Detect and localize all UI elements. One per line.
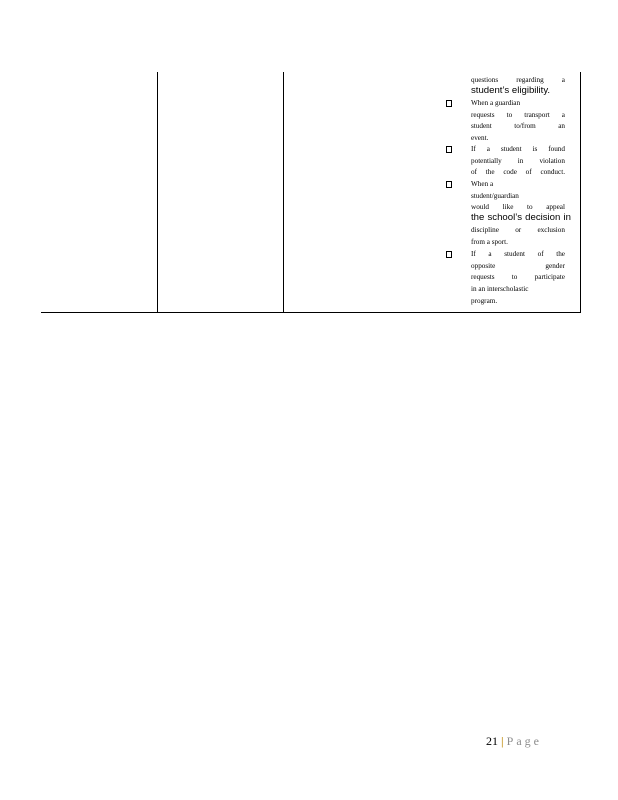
table-bottom-border xyxy=(41,312,581,313)
cell-text-line: from a sport. xyxy=(471,238,508,246)
cell-text-line: opposite gender xyxy=(471,262,565,270)
cell-text-line: If a student is found xyxy=(471,145,565,153)
cell-text-line: the school’s decision in xyxy=(471,212,571,223)
cell-text-line: event. xyxy=(471,134,489,142)
bullet-icon xyxy=(446,100,452,107)
cell-text-line: program. xyxy=(471,297,498,305)
cell-text-line: student/guardian xyxy=(471,192,519,200)
footer-separator: | xyxy=(501,734,504,748)
table-column-divider xyxy=(157,72,158,312)
bullet-icon xyxy=(446,251,452,258)
cell-text-line: of the code of conduct. xyxy=(471,168,565,176)
cell-text-line: in an interscholastic xyxy=(471,285,529,293)
cell-text-line: discipline or exclusion xyxy=(471,226,565,234)
table-column-divider xyxy=(283,72,284,312)
cell-text-line: student’s eligibility. xyxy=(471,85,551,96)
cell-text-line: student to/from an xyxy=(471,122,565,130)
cell-text-line: requests to transport a xyxy=(471,111,565,119)
cell-text-line: would like to appeal xyxy=(471,203,565,211)
cell-text-line: When a guardian xyxy=(471,99,521,107)
bullet-icon xyxy=(446,181,452,188)
page-number: 21 xyxy=(486,734,498,748)
cell-text-line: questions regarding a xyxy=(471,76,565,84)
table-right-border xyxy=(580,72,581,312)
cell-text-line: When a xyxy=(471,180,494,188)
cell-text-line: If a student of the xyxy=(471,250,565,258)
bullet-icon xyxy=(446,146,452,153)
cell-text-line: requests to participate xyxy=(471,273,565,281)
page-footer xyxy=(486,734,542,748)
page-label: Page xyxy=(506,734,542,748)
cell-text-line: potentially in violation xyxy=(471,157,565,165)
